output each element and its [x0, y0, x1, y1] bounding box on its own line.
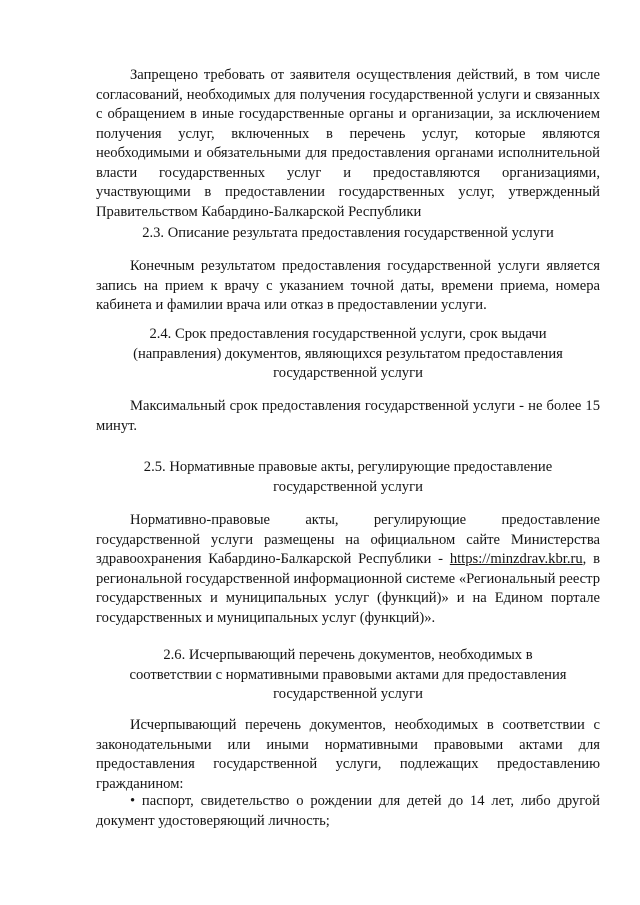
result-paragraph: Конечным результатом предоставления государственной услуги является запись на прием к врачу с указанием точной даты, времени приема, номера кабинета и фамилии врача или отказ в предоставлении услуги.	[96, 258, 600, 313]
section-2-3-heading	[96, 224, 600, 244]
documents-list-item-text: паспорт, свидетельство о рождении для детей до 14 лет, либо другой документ удостоверяющий личность;	[96, 793, 600, 829]
section-2-4-title-line-2: (направления) документов, являющихся результатом предоставления	[133, 345, 563, 362]
prohibition-paragraph: Запрещено требовать от заявителя осуществления действий, в том числе согласований, необходимых для получения государственной услуги и связанных с обращением в иные государственные органы и организации, за исключением получения услуг, включенных в перечень услуг, которые являются необходимыми и обязательными для предоставления органами исполнительной власти государственных услуг и предоставляются организациями, участвующими в предоставлении государственных услуг, утвержденный Правительством Кабардино-Балкарской Республики	[96, 67, 600, 220]
documents-intro-paragraph: Исчерпывающий перечень документов, необходимых в соответствии с законодательными или иными нормативными правовыми актами для предоставления государственной услуги, подлежащих предоставлению гражданином:	[96, 717, 600, 792]
section-2-4-title-line-3: государственной услуги	[273, 365, 423, 381]
legal-acts-text-before-link: Нормативно-правовые акты, регулирующие предоставление государственной услуги размещены на официальном сайте Министерства здравоохранения Кабардино-Балкарской Республики -	[96, 512, 600, 567]
documents-list-item	[96, 792, 600, 831]
section-2-3-title: 2.3. Описание результата предоставления государственной услуги	[142, 225, 554, 241]
section-2-4-heading	[96, 325, 600, 384]
term-paragraph: Максимальный срок предоставления государственной услуги - не более 15 минут.	[96, 398, 600, 434]
legal-acts-paragraph	[96, 511, 600, 628]
section-2-6-title-line-3: государственной услуги	[273, 686, 423, 702]
section-2-5-title-line-1: 2.5. Нормативные правовые акты, регулирующие предоставление	[143, 459, 553, 475]
section-2-6-title-line-1: 2.6. Исчерпывающий перечень документов, необходимых в	[163, 647, 533, 663]
section-2-6-heading	[96, 646, 600, 705]
section-2-6-title-line-2: соответствии с нормативными правовыми актами для предоставления	[129, 666, 567, 683]
section-2-5-heading	[96, 458, 600, 497]
legal-acts-text-after-link: , в региональной государственной информационной системе «Региональный реестр государственных и муниципальных услуг (функций)» и на Едином портале государственных и муниципальных услуг (функций)».	[96, 551, 600, 626]
minzdrav-website-link[interactable]: https://minzdrav.kbr.ru	[449, 551, 583, 567]
section-2-5-title-line-2: государственной услуги	[273, 478, 423, 495]
bullet-icon: •	[130, 793, 136, 809]
section-2-4-title-line-1: 2.4. Срок предоставления государственной услуги, срок выдачи	[149, 326, 547, 342]
